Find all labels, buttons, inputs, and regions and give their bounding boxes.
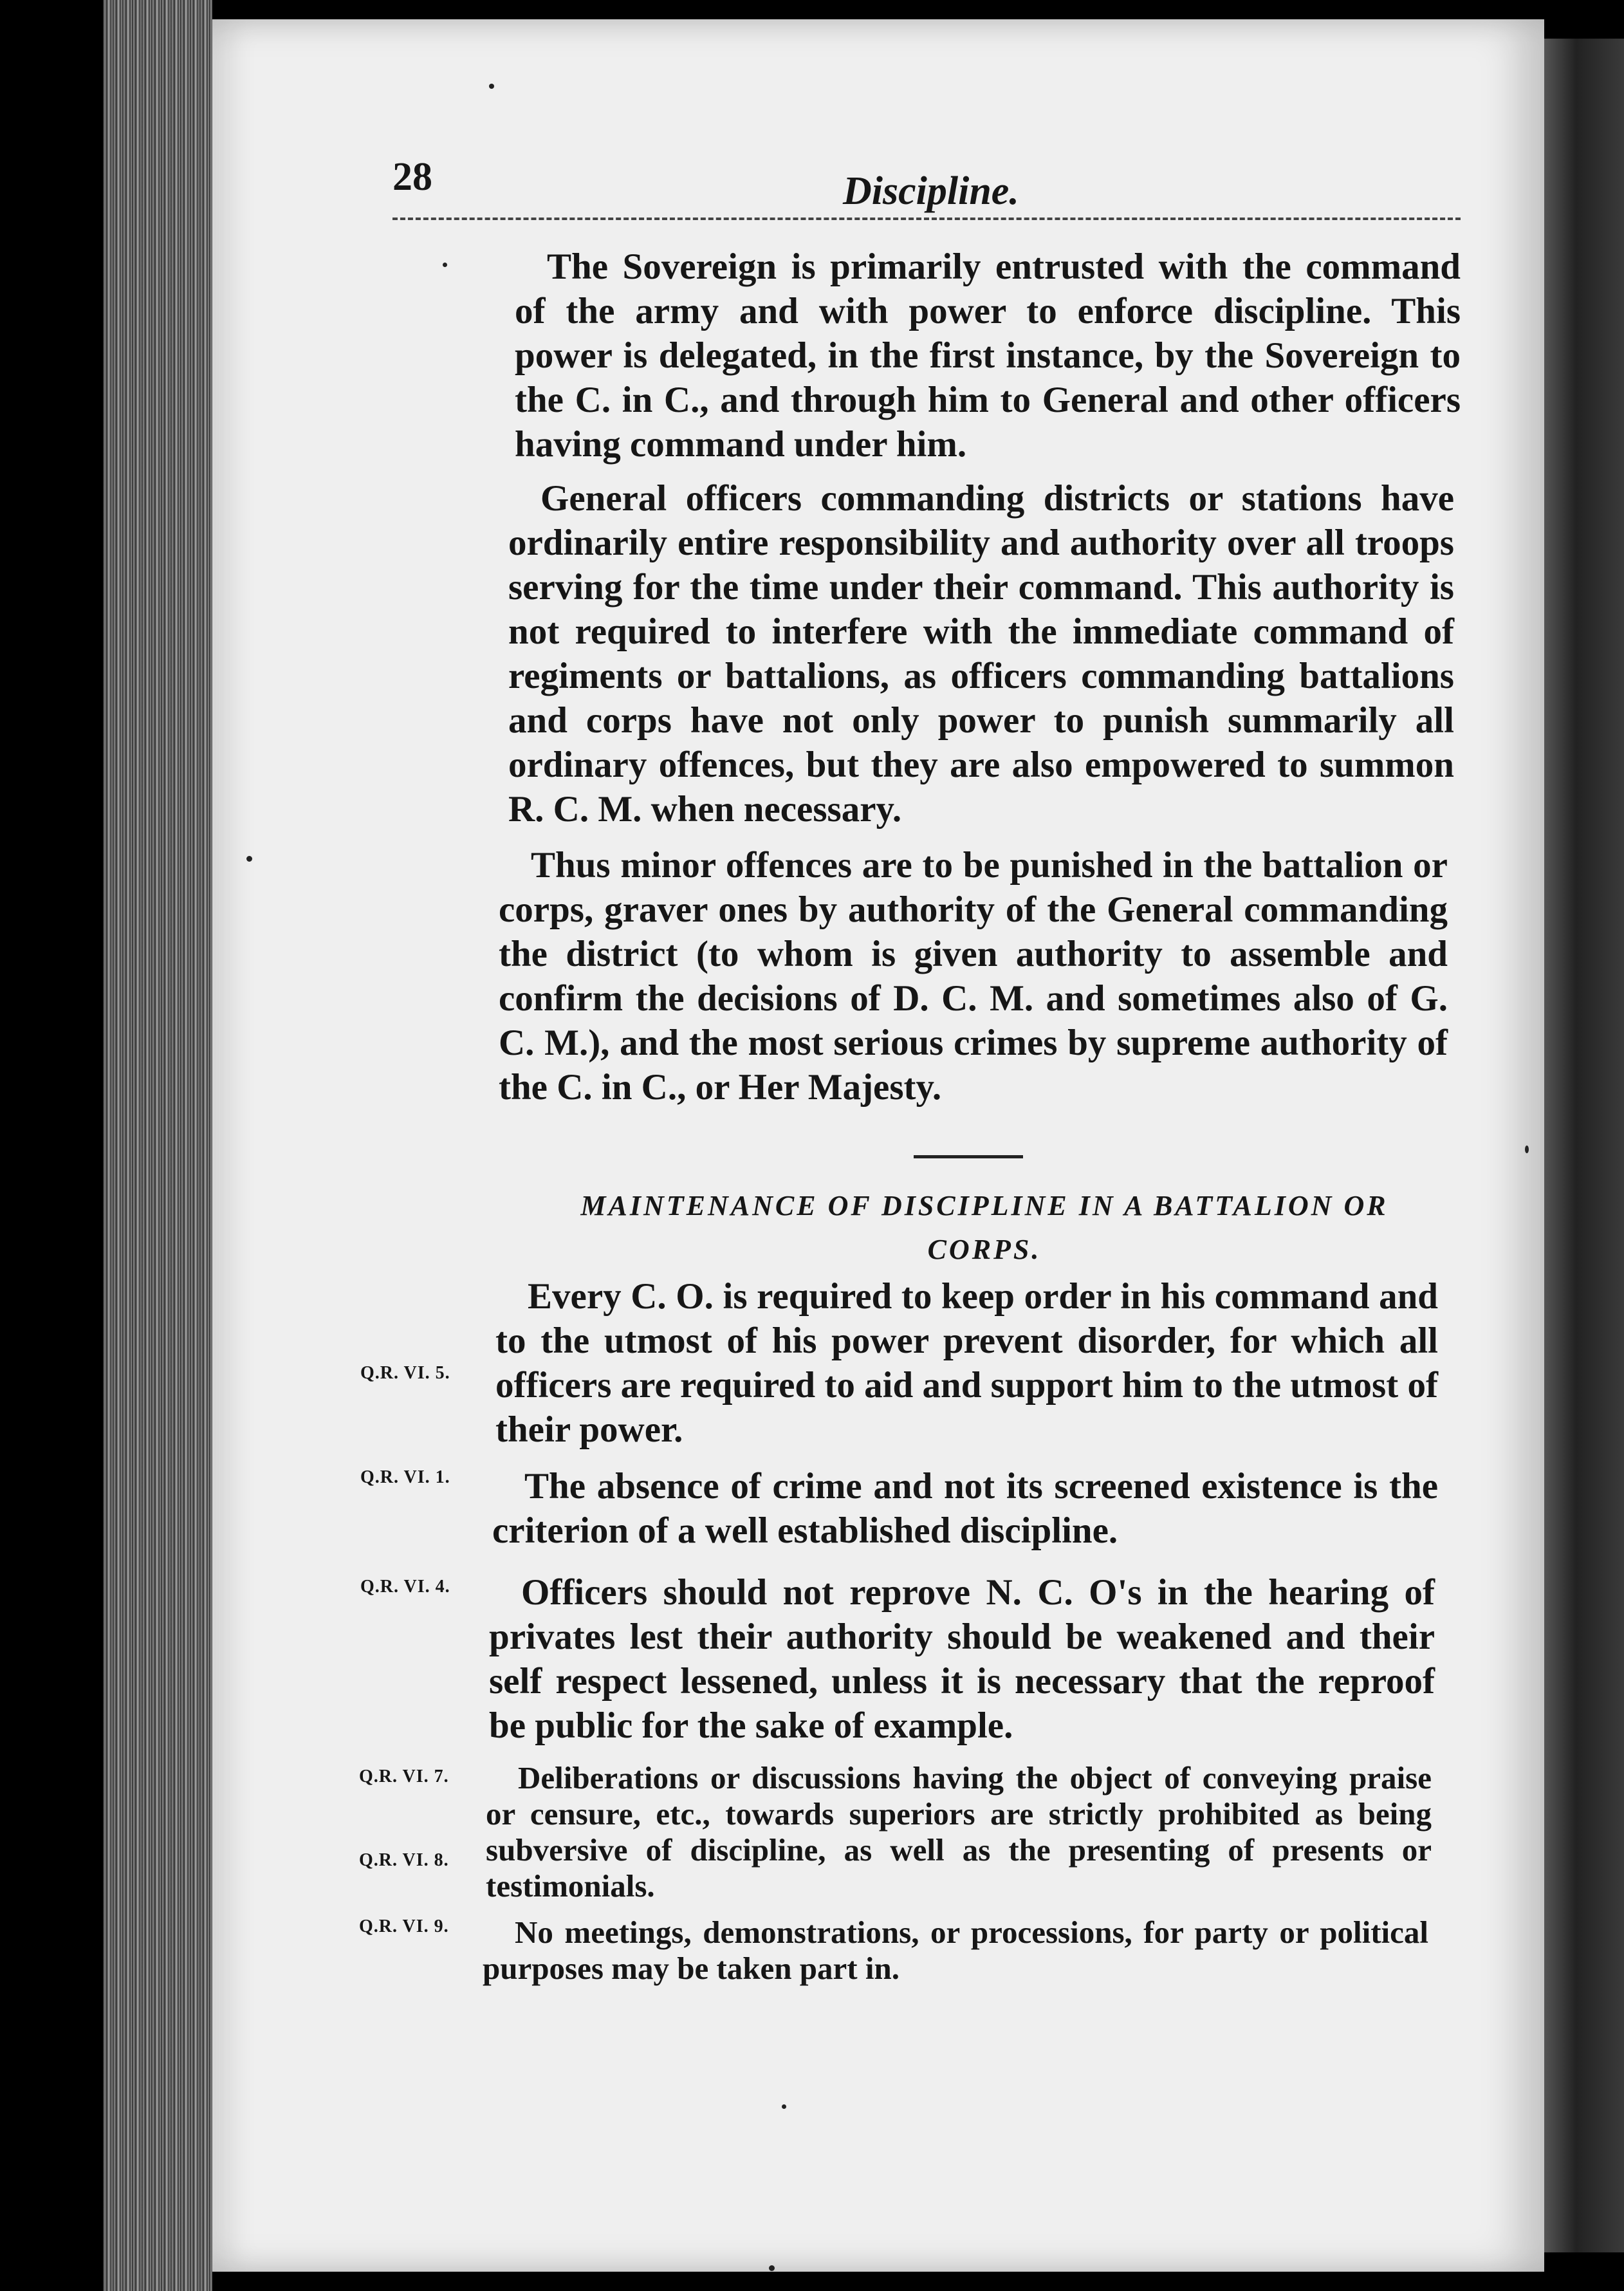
paragraph-deliberations: Deliberations or discussions having the object of conveying praise or censure, etc., towards superiors are strictly prohibited as being subversive of discipline, as well as the presenting of presents or testimonials. bbox=[486, 1760, 1432, 1904]
paragraph-reprove-nco: Officers should not reprove N. C. O's in the hearing of privates lest their authority should be weakened and their self respect lessened, unless it is necessary that the reproof be public for the sake of example. bbox=[489, 1572, 1435, 1746]
margin-reference: Q.R. VI. 7. bbox=[359, 1767, 449, 1786]
speck bbox=[782, 2104, 786, 2109]
header-rule bbox=[392, 218, 1461, 220]
paragraph-general-officers: General officers commanding districts or stations have ordinarily entire responsibility and authority over all troops serving for the time under their command. This authority is not required to interfere with the immediate command of regiments or battalions, as officers commanding battalions and corps have not only power to punish summarily all ordinary offences, but they are also empowered to summon R. C. M. when necessary. bbox=[508, 478, 1454, 830]
margin-reference: Q.R. VI. 9. bbox=[359, 1916, 449, 1936]
paragraph-sovereign: The Sovereign is primarily entrusted with the command of the army and with power to enforce discipline. This power is delegated, in the first instance, by the Sovereign to the C. in C., and through him to General and other officers having command under him. bbox=[515, 246, 1461, 465]
section-divider bbox=[914, 1155, 1023, 1158]
speck bbox=[443, 263, 447, 267]
page-number: 28 bbox=[392, 155, 432, 199]
section-heading: MAINTENANCE OF DISCIPLINE IN A BATTALION OR CORPS. bbox=[580, 1190, 1389, 1265]
margin-reference: Q.R. VI. 8. bbox=[359, 1850, 449, 1870]
speck bbox=[769, 2265, 775, 2271]
speck bbox=[489, 84, 494, 89]
paragraph-minor-offences: Thus minor offences are to be punished in the battalion or corps, graver ones by authority of the General commanding the district (to whom is given authority to assemble and confirm the decisions of D. C. M. and sometimes also of G. C. M.), and the most serious crimes by supreme authority of the C. in C., or Her Majesty. bbox=[499, 845, 1448, 1108]
speck bbox=[246, 856, 252, 862]
margin-reference: Q.R. VI. 5. bbox=[360, 1363, 450, 1383]
paragraph-absence-of-crime: The absence of crime and not its screened existence is the criterion of a well established discipline. bbox=[492, 1466, 1438, 1551]
margin-reference: Q.R. VI. 4. bbox=[360, 1577, 450, 1597]
margin-reference: Q.R. VI. 1. bbox=[360, 1467, 450, 1487]
book-binding-edges bbox=[103, 0, 212, 2291]
speck bbox=[1525, 1146, 1529, 1153]
paragraph-keep-order: Every C. O. is required to keep order in his command and to the utmost of his power prevent disorder, for which all officers are required to aid and support him to the utmost of their power. bbox=[495, 1276, 1438, 1450]
running-title: Discipline. bbox=[843, 169, 1019, 213]
next-page-edge bbox=[1544, 39, 1624, 2252]
paragraph-no-meetings: No meetings, demonstrations, or processions, for party or political purposes may be taken part in. bbox=[483, 1915, 1428, 1986]
